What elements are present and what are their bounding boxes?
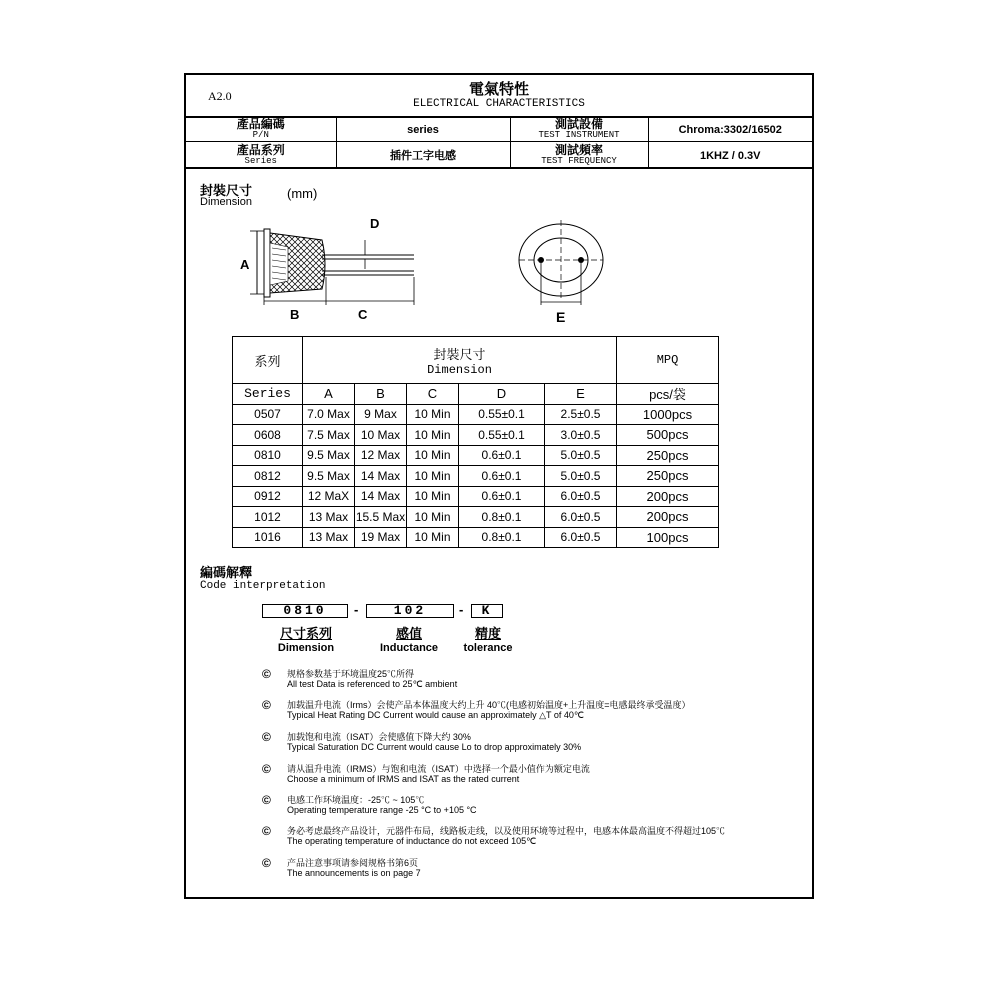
cell-pcs: 100pcs (617, 527, 719, 548)
cell-c: 10 Min (407, 404, 459, 425)
cell-a: 12 MaX (303, 486, 355, 507)
code-part-tolerance: K (471, 604, 503, 618)
instrument-value (648, 116, 812, 142)
freq-value (648, 142, 812, 169)
cell-e: 6.0±0.5 (545, 486, 617, 507)
dim-label-b: B (290, 307, 300, 320)
col-b: B (355, 384, 407, 405)
cell-c: 10 Min (407, 445, 459, 466)
cell-c: 10 Min (407, 486, 459, 507)
note-en: Choose a minimum of IRMS and ISAT as the rated current (287, 774, 520, 784)
copyright-icon: © (262, 762, 271, 776)
code-part-dimension: 0810 (262, 604, 348, 618)
note-en: Typical Saturation DC Current would cause Lo to drop approximately 30% (287, 742, 582, 752)
note-en: Typical Heat Rating DC Current would cause an approximately △T of 40℃ (287, 710, 584, 720)
cell-c: 10 Min (407, 527, 459, 548)
freq-value-text: 1KHZ / 0.3V (699, 149, 761, 162)
instrument-label-en: TEST INSTRUMENT (538, 129, 620, 140)
code-title-zh: 編碼解釋 (200, 565, 253, 580)
dimension-title-zh: 封裝尺寸 (200, 183, 253, 198)
dimension-group-zh: 封裝尺寸 (433, 346, 486, 362)
copyright-icon: © (262, 730, 271, 744)
cell-e: 3.0±0.5 (545, 425, 617, 446)
cell-a: 13 Max (303, 507, 355, 528)
dim-label-c: C (358, 307, 368, 320)
code-label-tolerance-en: tolerance (463, 642, 513, 654)
cell-b: 15.5 Max (355, 507, 407, 528)
table-row (233, 445, 719, 466)
series-header-zh: 系列 (233, 337, 303, 384)
title-zh: 電氣特性 (468, 81, 529, 98)
copyright-icon: © (262, 793, 271, 807)
note-en: The announcements is on page 7 (287, 868, 421, 878)
code-dash-1: - (354, 602, 359, 617)
note-en: All test Data is referenced to 25℃ ambient (287, 679, 458, 689)
cell-b: 10 Max (355, 425, 407, 446)
col-pcs: pcs/袋 (617, 384, 719, 405)
col-d: D (459, 384, 545, 405)
note-zh: 加载温升电流（Irms）会使产品本体温度大约上升 40℃(电感初始温度+上升温度=电感最终承受温度） (287, 700, 691, 710)
freq-label-en: TEST FREQUENCY (541, 155, 617, 166)
instrument-label-zh: 測試設備 (554, 116, 603, 131)
series-label (186, 142, 336, 169)
cell-a: 13 Max (303, 527, 355, 548)
cell-b: 19 Max (355, 527, 407, 548)
dimension-group-en: Dimension (427, 362, 492, 377)
series-value-text: 插件工字电感 (390, 149, 456, 162)
cell-pcs: 250pcs (617, 466, 719, 487)
pn-label-zh: 產品編碼 (236, 116, 285, 131)
series-label-zh: 產品系列 (236, 142, 285, 157)
cell-pcs: 200pcs (617, 507, 719, 528)
note-zh: 产品注意事项请参阅规格书第6页 (287, 858, 419, 868)
title-en: ELECTRICAL CHARACTERISTICS (413, 98, 585, 110)
cell-e: 5.0±0.5 (545, 445, 617, 466)
cell-e: 6.0±0.5 (545, 527, 617, 548)
code-dash-2: - (459, 602, 464, 617)
cell-series: 1016 (233, 527, 303, 548)
info-table (186, 116, 812, 169)
cell-c: 10 Min (407, 425, 459, 446)
dimension-unit: (mm) (287, 186, 318, 201)
note-zh: 电感工作环境温度：-25℃ ~ 105℃ (287, 795, 425, 805)
cell-a: 7.5 Max (303, 425, 355, 446)
cell-d: 0.55±0.1 (459, 425, 545, 446)
cell-pcs: 250pcs (617, 445, 719, 466)
note-zh: 规格参数基于环境温度25℃所得 (287, 669, 415, 679)
code-label-inductance-zh: 感值 (395, 626, 422, 641)
cell-b: 14 Max (355, 486, 407, 507)
code-label-tolerance-zh: 精度 (474, 626, 501, 641)
cell-d: 0.8±0.1 (459, 507, 545, 528)
table-row (233, 466, 719, 487)
cell-b: 9 Max (355, 404, 407, 425)
freq-label (510, 142, 648, 169)
dimension-table (232, 336, 719, 548)
cell-c: 10 Min (407, 507, 459, 528)
note-en: The operating temperature of inductance do not exceed 105℃ (287, 836, 537, 846)
cell-series: 0507 (233, 404, 303, 425)
col-c: C (407, 384, 459, 405)
cell-series: 0812 (233, 466, 303, 487)
note-en: Operating temperature range -25 °C to +105 °C (287, 805, 477, 815)
cell-b: 12 Max (355, 445, 407, 466)
pn-value (336, 116, 510, 142)
cell-e: 6.0±0.5 (545, 507, 617, 528)
cell-b: 14 Max (355, 466, 407, 487)
code-title-en: Code interpretation (200, 580, 326, 592)
cell-a: 9.5 Max (303, 445, 355, 466)
copyright-icon: © (262, 698, 271, 712)
cell-series: 0912 (233, 486, 303, 507)
code-label-dimension-en: Dimension (277, 642, 335, 654)
table-row (233, 425, 719, 446)
spec-sheet (184, 73, 814, 899)
cell-c: 10 Min (407, 466, 459, 487)
copyright-icon: © (262, 824, 271, 838)
cell-a: 7.0 Max (303, 404, 355, 425)
dim-label-a: A (240, 257, 250, 272)
instrument-label (510, 116, 648, 142)
instrument-value-text: Chroma:3302/16502 (678, 123, 782, 136)
cell-d: 0.8±0.1 (459, 527, 545, 548)
note-zh: 务必考虑最终产品设计，元器件布局，线路板走线，以及使用环境等过程中，电感本体最高温度不得超过105℃ (287, 826, 726, 836)
series-value (336, 142, 510, 169)
cell-pcs: 200pcs (617, 486, 719, 507)
cell-d: 0.6±0.1 (459, 486, 545, 507)
note-zh: 加载饱和电流（ISAT）会使感值下降大约 30% (287, 732, 471, 742)
cell-pcs: 1000pcs (617, 404, 719, 425)
cell-d: 0.6±0.1 (459, 445, 545, 466)
table-row (233, 527, 719, 548)
col-series: Series (233, 384, 303, 405)
freq-label-zh: 測試頻率 (554, 142, 603, 157)
col-a: A (303, 384, 355, 405)
note-zh: 请从温升电流（IRMS）与饱和电流（ISAT）中选择一个最小值作为额定电流 (287, 764, 590, 774)
code-part-inductance: 102 (366, 604, 454, 618)
table-row (233, 507, 719, 528)
dimension-group-header (303, 337, 617, 384)
code-label-dimension-zh: 尺寸系列 (279, 626, 332, 641)
dim-label-e: E (556, 309, 566, 325)
pn-label-en: P/N (252, 129, 269, 140)
version-label: A2.0 (208, 89, 232, 103)
inductor-side-drawing (238, 215, 428, 320)
cell-d: 0.6±0.1 (459, 466, 545, 487)
col-e: E (545, 384, 617, 405)
cell-e: 2.5±0.5 (545, 404, 617, 425)
pn-value-text: series (407, 123, 439, 136)
copyright-icon: © (262, 856, 271, 870)
dim-label-d: D (370, 216, 380, 231)
cell-e: 5.0±0.5 (545, 466, 617, 487)
code-label-inductance-en: Inductance (379, 642, 439, 654)
mpq-header: MPQ (617, 337, 719, 384)
cell-pcs: 500pcs (617, 425, 719, 446)
table-row (233, 404, 719, 425)
cell-series: 0608 (233, 425, 303, 446)
inductor-top-drawing (514, 220, 614, 330)
cell-series: 0810 (233, 445, 303, 466)
cell-d: 0.55±0.1 (459, 404, 545, 425)
pn-label (186, 116, 336, 142)
cell-series: 1012 (233, 507, 303, 528)
table-row (233, 486, 719, 507)
series-label-en: Series (244, 155, 277, 166)
copyright-icon: © (262, 667, 271, 681)
header (186, 75, 812, 118)
dimension-title-en: Dimension (200, 196, 252, 208)
cell-a: 9.5 Max (303, 466, 355, 487)
